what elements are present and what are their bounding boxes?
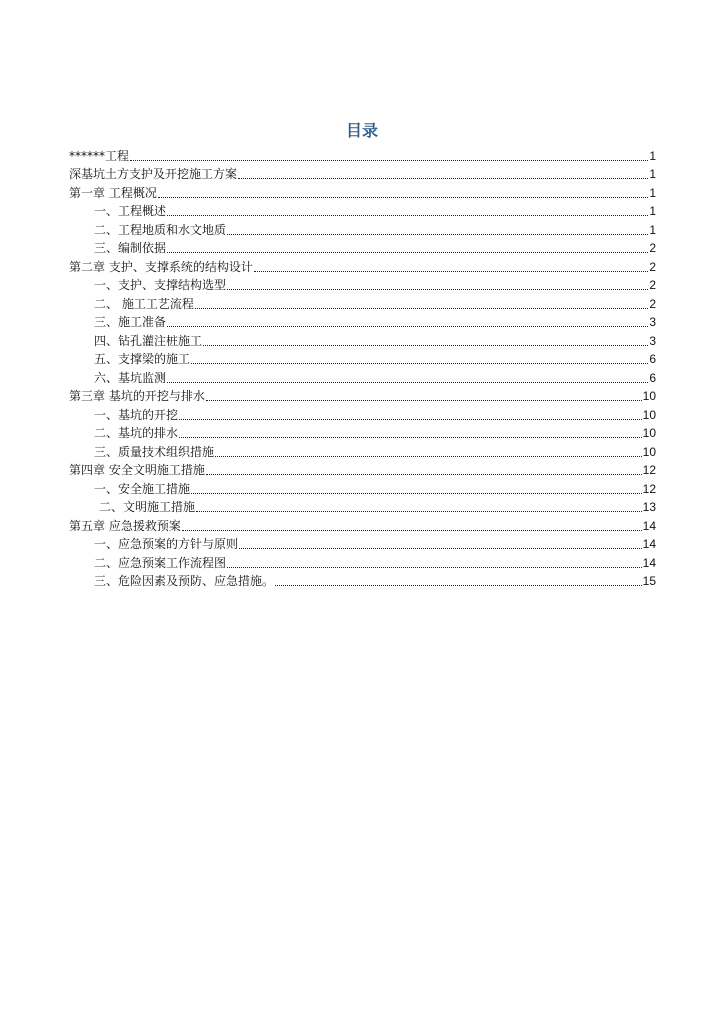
toc-dot-leader xyxy=(215,456,642,457)
toc-dot-leader xyxy=(239,548,642,549)
toc-page-number: 1 xyxy=(649,185,656,200)
toc-page-number: 14 xyxy=(642,537,656,551)
toc-entry[interactable] xyxy=(69,330,656,349)
toc-entry[interactable] xyxy=(69,571,656,590)
toc-dot-leader xyxy=(167,215,648,216)
toc-page-number: 10 xyxy=(642,426,656,440)
toc-page-number: 15 xyxy=(642,574,656,588)
toc-page-number: 12 xyxy=(642,481,656,496)
toc-entry-label: 二、 施工工艺流程 xyxy=(94,296,194,311)
toc-entry-label: 一、应急预案的方针与原则 xyxy=(94,537,239,551)
toc-entry[interactable] xyxy=(69,497,656,516)
toc-entry-label: 二、应急预案工作流程图 xyxy=(94,555,227,570)
toc-dot-leader xyxy=(275,585,642,586)
toc-dot-leader xyxy=(227,289,648,290)
toc-page-number: 13 xyxy=(642,500,656,514)
toc-entry[interactable] xyxy=(69,441,656,460)
toc-title: 目录 xyxy=(345,121,378,140)
toc-dot-leader xyxy=(196,511,642,512)
toc-entry[interactable] xyxy=(69,534,656,553)
toc-entry-label: 一、支护、支撑结构选型 xyxy=(94,278,227,292)
toc-entry[interactable] xyxy=(69,238,656,257)
toc-page-number: 2 xyxy=(649,278,656,292)
toc-entry-label: 五、支撑梁的施工 xyxy=(94,352,191,366)
toc-dot-leader xyxy=(191,363,648,364)
toc-dot-leader xyxy=(182,530,642,531)
toc-dot-leader xyxy=(130,160,648,161)
toc-dot-leader xyxy=(206,400,642,401)
toc-page-number: 2 xyxy=(649,259,656,274)
toc-dot-leader xyxy=(203,345,648,346)
toc-page-number: 2 xyxy=(649,296,656,311)
toc-entry[interactable] xyxy=(69,552,656,571)
toc-page-number: 14 xyxy=(642,518,656,533)
toc-entry-label: 四、钻孔灌注桩施工 xyxy=(94,333,203,348)
toc-page-number: 1 xyxy=(649,167,656,181)
toc-entry-label: 第五章 应急援救预案 xyxy=(69,518,181,533)
toc-entry[interactable] xyxy=(69,515,656,534)
toc-page-number: 3 xyxy=(649,315,656,329)
toc-entry-label: 第三章 基坑的开挖与排水 xyxy=(69,389,205,403)
toc-dot-leader xyxy=(195,308,648,309)
toc-entry[interactable] xyxy=(69,145,656,164)
toc-page-number: 12 xyxy=(642,463,656,477)
toc-dot-leader xyxy=(238,178,648,179)
toc-list xyxy=(69,145,656,589)
toc-page-number: 6 xyxy=(649,352,656,366)
toc-page-number: 3 xyxy=(649,333,656,348)
toc-dot-leader xyxy=(227,234,648,235)
toc-entry[interactable] xyxy=(69,201,656,220)
toc-dot-leader xyxy=(227,567,642,568)
toc-entry-label: 三、危险因素及预防、应急措施。 xyxy=(94,574,275,588)
toc-entry-label: 深基坑土方支护及开挖施工方案 xyxy=(69,167,238,181)
toc-page-number: 10 xyxy=(642,407,656,422)
toc-entry-label: 二、基坑的排水 xyxy=(94,426,179,440)
toc-entry[interactable] xyxy=(69,367,656,386)
toc-entry-label: 第四章 安全文明施工措施 xyxy=(69,463,205,477)
toc-dot-leader xyxy=(254,271,648,272)
toc-entry-label: 六、基坑监测 xyxy=(94,370,167,385)
toc-entry[interactable] xyxy=(69,182,656,201)
toc-page-number: 6 xyxy=(649,370,656,385)
toc-entry-label: 第二章 支护、支撑系统的结构设计 xyxy=(69,259,253,274)
toc-entry[interactable] xyxy=(69,275,656,294)
toc-entry[interactable] xyxy=(69,164,656,183)
toc-entry[interactable] xyxy=(69,460,656,479)
toc-entry-label: 二、文明施工措施 xyxy=(99,500,196,514)
toc-dot-leader xyxy=(191,493,642,494)
toc-page-number: 1 xyxy=(649,222,656,237)
toc-entry[interactable] xyxy=(69,256,656,275)
toc-entry-label: ******工程 xyxy=(69,148,130,163)
toc-entry[interactable] xyxy=(69,478,656,497)
toc-page-number: 2 xyxy=(649,241,656,255)
toc-dot-leader xyxy=(167,382,648,383)
toc-dot-leader xyxy=(179,437,642,438)
toc-entry-label: 三、质量技术组织措施 xyxy=(94,444,215,459)
toc-entry[interactable] xyxy=(69,386,656,405)
toc-entry-label: 三、编制依据 xyxy=(94,241,167,255)
toc-page-number: 10 xyxy=(642,444,656,459)
toc-dot-leader xyxy=(179,419,642,420)
toc-dot-leader xyxy=(206,474,642,475)
toc-entry-label: 一、基坑的开挖 xyxy=(94,407,179,422)
toc-entry-label: 三、施工准备 xyxy=(94,315,167,329)
toc-page-number: 10 xyxy=(642,389,656,403)
toc-entry-label: 第一章 工程概况 xyxy=(69,185,157,200)
toc-entry[interactable] xyxy=(69,349,656,368)
toc-entry[interactable] xyxy=(69,219,656,238)
toc-dot-leader xyxy=(158,197,648,198)
toc-page-number: 1 xyxy=(649,148,656,163)
toc-entry[interactable] xyxy=(69,312,656,331)
toc-dot-leader xyxy=(167,252,648,253)
toc-page-number: 14 xyxy=(642,555,656,570)
toc-entry[interactable] xyxy=(69,293,656,312)
toc-entry-label: 二、工程地质和水文地质 xyxy=(94,222,227,237)
toc-entry[interactable] xyxy=(69,404,656,423)
toc-entry-label: 一、工程概述 xyxy=(94,204,167,218)
toc-page-number: 1 xyxy=(649,204,656,218)
toc-dot-leader xyxy=(167,326,648,327)
toc-entry-label: 一、安全施工措施 xyxy=(94,481,191,496)
toc-entry[interactable] xyxy=(69,423,656,442)
